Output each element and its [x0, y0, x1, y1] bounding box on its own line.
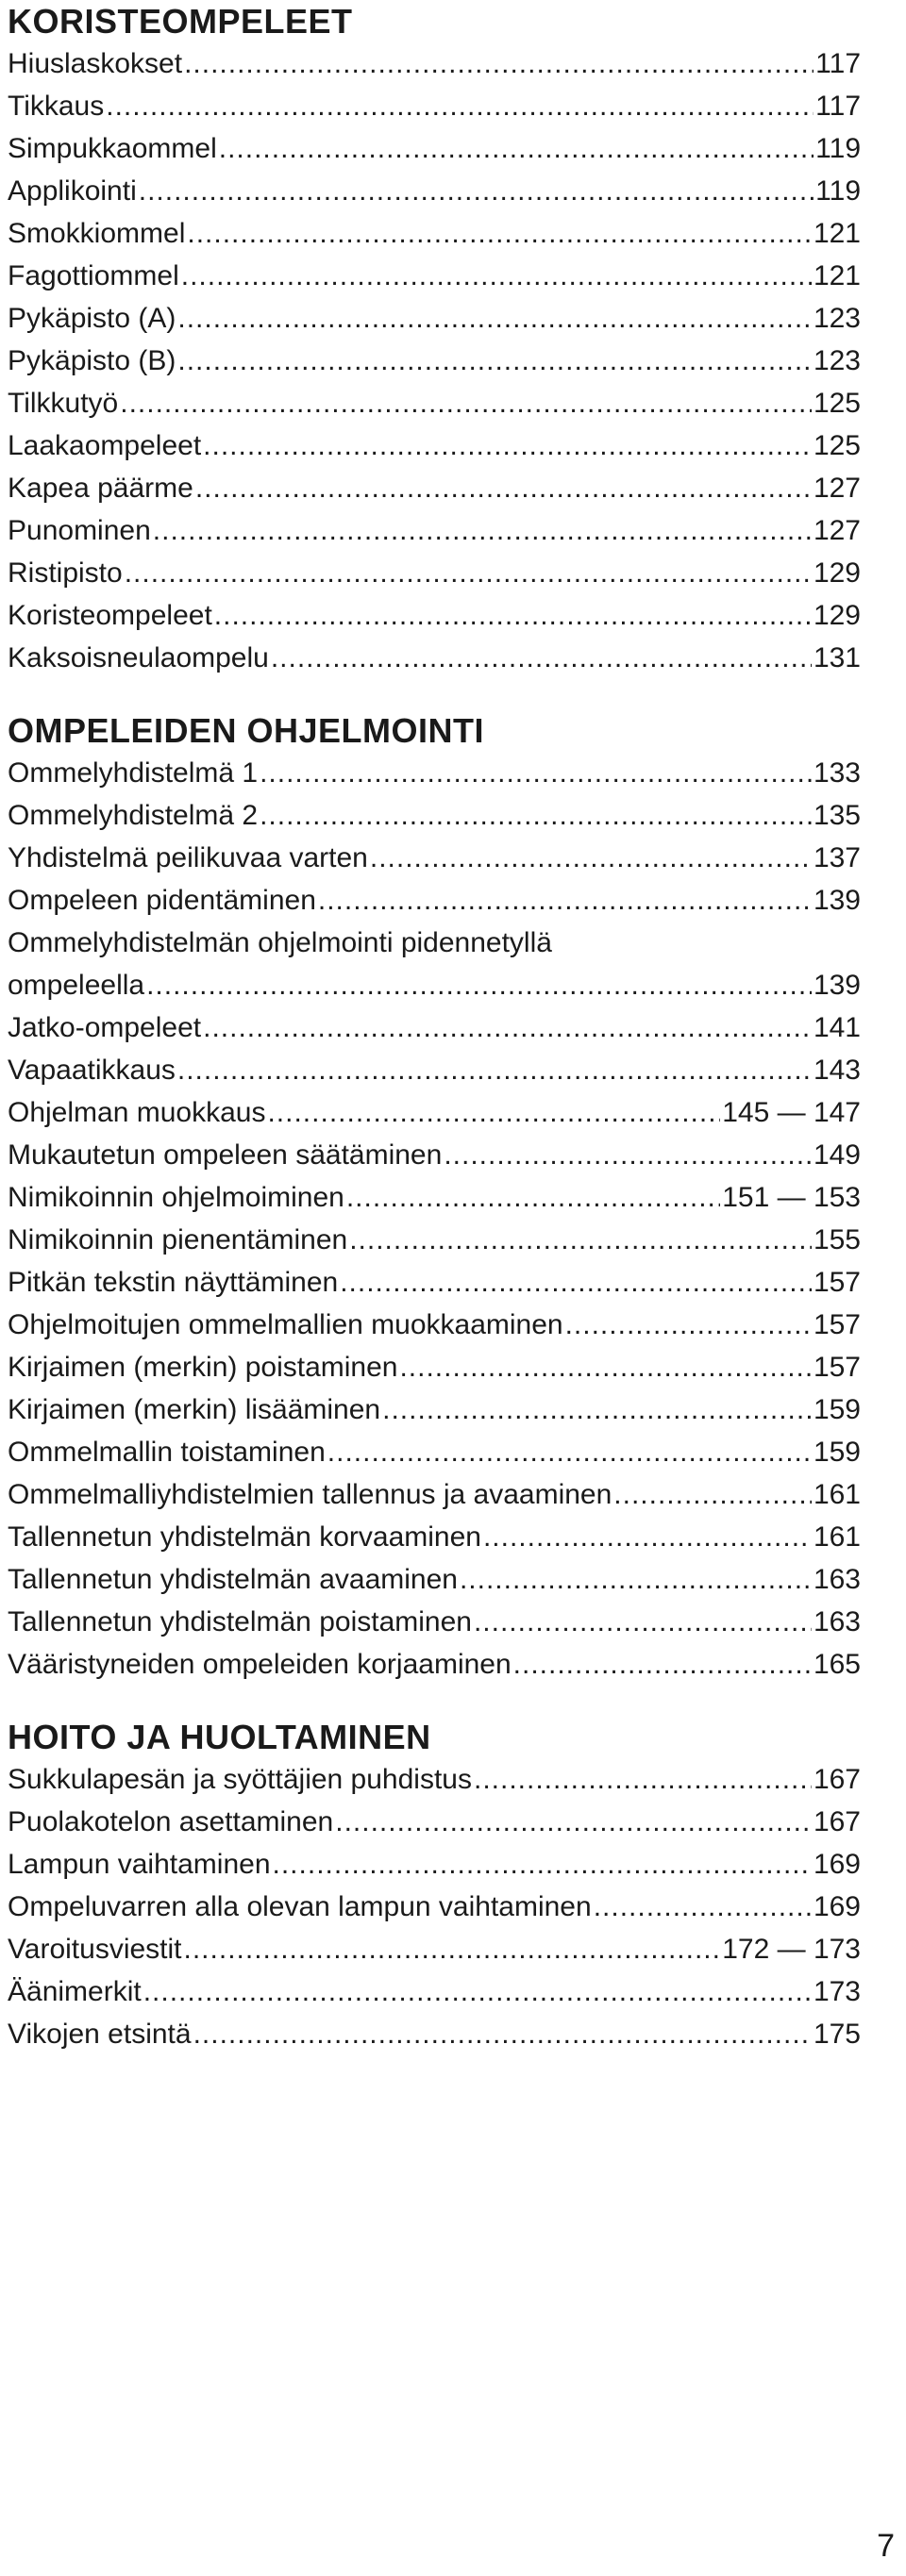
dot-leader — [260, 794, 812, 837]
entry-page: 129 — [813, 600, 861, 631]
entry-page: 139 — [813, 885, 861, 916]
toc-entry[interactable] — [8, 1886, 861, 1928]
toc-entry[interactable] — [8, 1134, 861, 1176]
dot-leader — [399, 1346, 811, 1388]
toc-entry[interactable] — [8, 752, 861, 794]
entry-page: 139 — [813, 970, 861, 1001]
entry-page: 117 — [815, 91, 861, 122]
toc-entry[interactable] — [8, 1643, 861, 1686]
dot-leader — [184, 1928, 721, 1970]
entry-label: Ristipisto — [8, 557, 123, 589]
dot-leader — [370, 837, 812, 879]
entry-label: Tallennetun yhdistelmän korvaaminen — [8, 1521, 481, 1553]
dot-leader — [184, 42, 814, 85]
dot-leader — [335, 1801, 812, 1843]
entry-page: 133 — [813, 757, 861, 789]
toc-entry[interactable] — [8, 552, 861, 594]
entry-label: Ohjelmoitujen ommelmallien muokkaaminen — [8, 1309, 563, 1340]
dot-leader — [382, 1388, 812, 1431]
toc-entry[interactable] — [8, 637, 861, 679]
dot-leader — [177, 340, 812, 382]
dot-leader — [594, 1886, 812, 1928]
entry-label: Smokkiommel — [8, 218, 186, 249]
toc-entry-list — [8, 752, 861, 1686]
toc-entry[interactable] — [8, 1049, 861, 1091]
toc-entry[interactable] — [8, 837, 861, 879]
entry-page: 159 — [813, 1394, 861, 1425]
dot-leader — [181, 255, 812, 297]
toc-entry[interactable] — [8, 170, 861, 212]
entry-label: Ommelyhdistelmän ohjelmointi pidennetyllä — [8, 927, 552, 958]
section-title: OMPELEIDEN OHJELMOINTI — [8, 711, 485, 750]
dot-leader — [203, 424, 812, 467]
toc-entry[interactable] — [8, 1261, 861, 1304]
dot-leader — [125, 552, 812, 594]
dot-leader — [146, 964, 812, 1006]
entry-page: 151 — 153 — [722, 1182, 861, 1213]
entry-page: 123 — [813, 303, 861, 334]
entry-page: 119 — [815, 175, 861, 207]
toc-entry[interactable] — [8, 794, 861, 837]
entry-page: 135 — [813, 800, 861, 831]
dot-leader — [219, 127, 814, 170]
dot-leader — [273, 1843, 812, 1886]
entry-page: 121 — [813, 218, 861, 249]
entry-label: Pykäpisto (B) — [8, 345, 176, 376]
dot-leader — [203, 1006, 812, 1049]
toc-entry[interactable] — [8, 1970, 861, 2013]
entry-label: Kirjaimen (merkin) lisääminen — [8, 1394, 381, 1425]
toc-section-koristeompeleet — [8, 0, 861, 679]
entry-label: Applikointi — [8, 175, 137, 207]
toc-entry[interactable] — [8, 1176, 861, 1219]
entry-label: Ommelyhdistelmä 1 — [8, 757, 259, 789]
dot-leader — [177, 297, 812, 340]
dot-leader — [153, 509, 812, 552]
dot-leader — [444, 1134, 812, 1176]
entry-label: Vikojen etsintä — [8, 2019, 192, 2050]
entry-label: ompeleella — [8, 970, 145, 1001]
toc-entry[interactable] — [8, 1928, 861, 1970]
toc-section-ohjelmointi — [8, 709, 861, 1686]
entry-page: 123 — [813, 345, 861, 376]
dot-leader — [139, 170, 814, 212]
entry-label: Kirjaimen (merkin) poistaminen — [8, 1352, 398, 1383]
dot-leader — [474, 1758, 812, 1801]
entry-page: 155 — [813, 1224, 861, 1255]
toc-entry[interactable] — [8, 1388, 861, 1431]
entry-label: Punominen — [8, 515, 151, 546]
dot-leader — [340, 1261, 812, 1304]
toc-entry[interactable] — [8, 879, 861, 922]
entry-label: Ommelmallin toistaminen — [8, 1437, 326, 1468]
dot-leader — [327, 1431, 812, 1473]
entry-page: 131 — [813, 642, 861, 673]
entry-label: Jatko-ompeleet — [8, 1012, 202, 1043]
entry-page: 125 — [813, 388, 861, 419]
entry-label: Koristeompeleet — [8, 600, 212, 631]
dot-leader — [260, 752, 812, 794]
dot-leader — [460, 1558, 812, 1601]
toc-entry[interactable] — [8, 1219, 861, 1261]
entry-page: 163 — [813, 1564, 861, 1595]
entry-label: Pitkän tekstin näyttäminen — [8, 1267, 339, 1298]
toc-entry[interactable] — [8, 1304, 861, 1346]
toc-entry[interactable] — [8, 340, 861, 382]
dot-leader — [195, 467, 812, 509]
dot-leader — [318, 879, 812, 922]
toc-entry[interactable] — [8, 1091, 861, 1134]
dot-leader — [474, 1601, 812, 1643]
toc-entry[interactable] — [8, 1601, 861, 1643]
entry-label: Ompeleen pidentäminen — [8, 885, 316, 916]
entry-label: Tilkkutyö — [8, 388, 119, 419]
entry-label: Simpukkaommel — [8, 133, 217, 164]
entry-label: Nimikoinnin ohjelmoiminen — [8, 1182, 344, 1213]
entry-label: Ompeluvarren alla olevan lampun vaihtaminen — [8, 1891, 592, 1922]
toc-entry[interactable] — [8, 382, 861, 424]
entry-page: 143 — [813, 1055, 861, 1086]
dot-leader — [267, 1091, 720, 1134]
toc-entry[interactable] — [8, 1801, 861, 1843]
entry-page: 161 — [813, 1479, 861, 1510]
entry-page: 137 — [813, 842, 861, 873]
toc-entry[interactable] — [8, 1558, 861, 1601]
toc-entry[interactable] — [8, 1843, 861, 1886]
dot-leader — [513, 1643, 812, 1686]
dot-leader — [613, 1473, 812, 1516]
toc-entry[interactable] — [8, 467, 861, 509]
entry-page: 149 — [813, 1139, 861, 1171]
toc-entry[interactable] — [8, 42, 861, 85]
entry-label: Hiuslaskokset — [8, 48, 183, 79]
toc-entry[interactable] — [8, 212, 861, 255]
entry-label: Äänimerkit — [8, 1976, 142, 2007]
entry-label: Pykäpisto (A) — [8, 303, 176, 334]
toc-entry[interactable] — [8, 297, 861, 340]
entry-label: Tikkaus — [8, 91, 105, 122]
entry-page: 127 — [813, 473, 861, 504]
page-number: 7 — [877, 2528, 895, 2564]
toc-entry[interactable] — [8, 964, 861, 1006]
entry-label: Yhdistelmä peilikuvaa varten — [8, 842, 368, 873]
dot-leader — [349, 1219, 812, 1261]
entry-page: 161 — [813, 1521, 861, 1553]
toc-entry[interactable] — [8, 1473, 861, 1516]
entry-label: Kapea päärme — [8, 473, 193, 504]
dot-leader — [346, 1176, 720, 1219]
section-title: HOITO JA HUOLTAMINEN — [8, 1718, 431, 1756]
entry-page: 125 — [813, 430, 861, 461]
toc-entry[interactable] — [8, 127, 861, 170]
toc-entry-line[interactable] — [8, 922, 861, 964]
entry-page: 169 — [813, 1891, 861, 1922]
entry-label: Ommelmalliyhdistelmien tallennus ja avaaminen — [8, 1479, 612, 1510]
table-of-contents — [8, 0, 861, 2055]
toc-entry[interactable] — [8, 1006, 861, 1049]
entry-label: Nimikoinnin pienentäminen — [8, 1224, 348, 1255]
dot-leader — [143, 1970, 812, 2013]
toc-entry[interactable] — [8, 1516, 861, 1558]
entry-label: Kaksoisneulaompelu — [8, 642, 269, 673]
toc-entry[interactable] — [8, 594, 861, 637]
entry-label: Ohjelman muokkaus — [8, 1097, 266, 1128]
toc-entry[interactable] — [8, 85, 861, 127]
toc-entry-list — [8, 42, 861, 679]
entry-label: Tallennetun yhdistelmän avaaminen — [8, 1564, 458, 1595]
entry-page: 121 — [813, 260, 861, 291]
toc-entry[interactable] — [8, 1758, 861, 1801]
entry-label: Ommelyhdistelmä 2 — [8, 800, 259, 831]
entry-label: Fagottiommel — [8, 260, 179, 291]
section-title: KORISTEOMPELEET — [8, 2, 353, 41]
dot-leader — [271, 637, 812, 679]
dot-leader — [193, 2013, 812, 2055]
toc-entry[interactable] — [8, 509, 861, 552]
toc-entry[interactable] — [8, 1431, 861, 1473]
toc-entry[interactable] — [8, 1346, 861, 1388]
entry-page: 129 — [813, 557, 861, 589]
entry-label: Laakaompeleet — [8, 430, 202, 461]
entry-label: Lampun vaihtaminen — [8, 1849, 271, 1880]
entry-page: 119 — [815, 133, 861, 164]
entry-label: Varoitusviestit — [8, 1934, 182, 1965]
entry-page: 141 — [813, 1012, 861, 1043]
entry-page: 167 — [813, 1764, 861, 1795]
entry-page: 175 — [813, 2019, 861, 2050]
dot-leader — [106, 85, 814, 127]
entry-page: 163 — [813, 1606, 861, 1637]
dot-leader — [187, 212, 812, 255]
entry-page: 159 — [813, 1437, 861, 1468]
entry-label: Puolakotelon asettaminen — [8, 1806, 334, 1837]
toc-entry-list — [8, 1758, 861, 2055]
entry-page: 165 — [813, 1649, 861, 1680]
entry-page: 167 — [813, 1806, 861, 1837]
entry-label: Vapaatikkaus — [8, 1055, 176, 1086]
entry-page: 157 — [813, 1267, 861, 1298]
entry-page: 157 — [813, 1309, 861, 1340]
toc-entry[interactable] — [8, 255, 861, 297]
toc-entry[interactable] — [8, 2013, 861, 2055]
entry-page: 173 — [813, 1976, 861, 2007]
dot-leader — [177, 1049, 812, 1091]
entry-page: 117 — [815, 48, 861, 79]
entry-label: Sukkulapesän ja syöttäjien puhdistus — [8, 1764, 472, 1795]
entry-page: 169 — [813, 1849, 861, 1880]
dot-leader — [565, 1304, 812, 1346]
toc-section-hoito — [8, 1716, 861, 2055]
dot-leader — [120, 382, 812, 424]
toc-entry[interactable] — [8, 424, 861, 467]
dot-leader — [483, 1516, 812, 1558]
entry-label: Vääristyneiden ompeleiden korjaaminen — [8, 1649, 512, 1680]
entry-page: 127 — [813, 515, 861, 546]
entry-label: Tallennetun yhdistelmän poistaminen — [8, 1606, 472, 1637]
entry-page: 157 — [813, 1352, 861, 1383]
entry-page: 145 — 147 — [722, 1097, 861, 1128]
entry-page: 172 — 173 — [722, 1934, 861, 1965]
entry-label: Mukautetun ompeleen säätäminen — [8, 1139, 443, 1171]
dot-leader — [214, 594, 812, 637]
